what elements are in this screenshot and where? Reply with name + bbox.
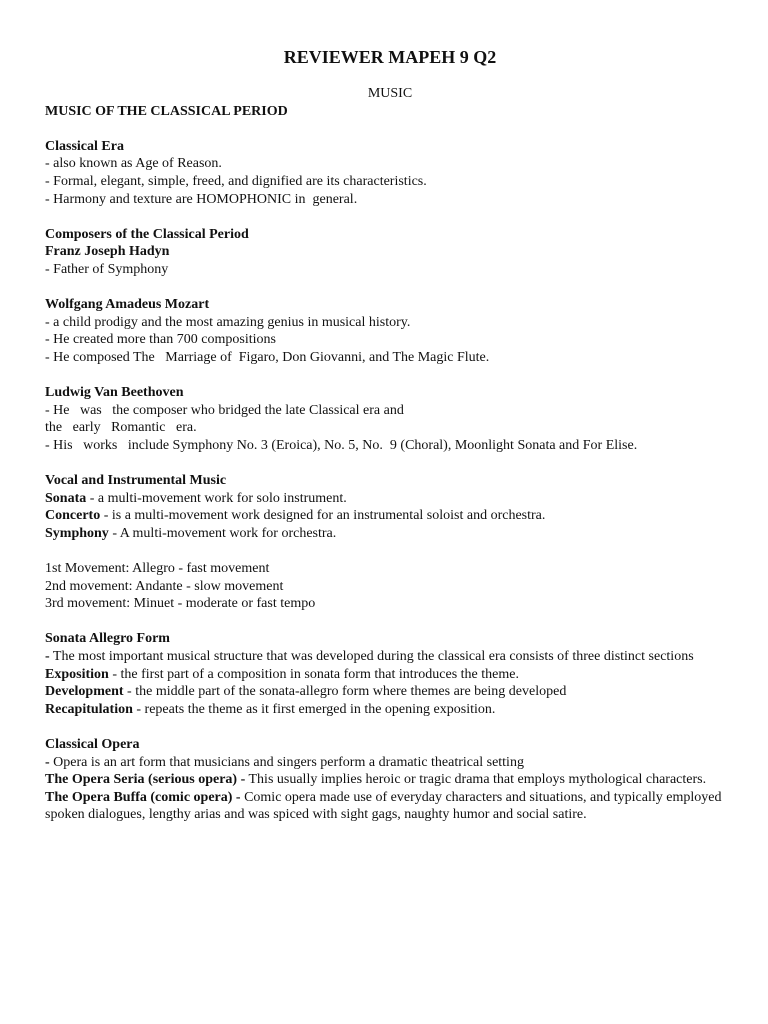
spacer: [45, 208, 735, 226]
term-definition: - repeats the theme as it first emerged in the opening exposition.: [132, 701, 496, 717]
document-page: [45, 46, 735, 824]
spacer: [45, 542, 735, 560]
mozart-line: - He created more than 700 compositions: [45, 332, 276, 348]
term-recapitulation: [45, 701, 735, 719]
classical-era-line: - Harmony and texture are HOMOPHONIC in general.: [45, 191, 358, 207]
term-label: The Opera Seria (serious opera) -: [45, 772, 246, 788]
classical-era-line: - Formal, elegant, simple, freed, and dignified are its characteristics.: [45, 173, 427, 189]
dash-marker: -: [45, 649, 50, 664]
spacer: [45, 718, 735, 736]
spacer: [45, 454, 735, 472]
term-label: The Opera Buffa (comic opera) -: [45, 789, 241, 805]
mozart-line: - He composed The Marriage of Figaro, Don Giovanni, and The Magic Flute.: [45, 349, 490, 365]
spacer: [45, 613, 735, 631]
term-concerto: [45, 507, 735, 525]
section-heading-sonata-allegro: Sonata Allegro Form: [45, 631, 170, 647]
composer-name-beethoven: Ludwig Van Beethoven: [45, 385, 184, 401]
intro-text: Opera is an art form that musicians and singers perform a dramatic theatrical setting: [49, 754, 524, 770]
term-label: Concerto: [45, 508, 101, 524]
dash-marker: -: [45, 754, 50, 770]
composer-name-haydn: Franz Joseph Hadyn: [45, 244, 170, 260]
document-title: REVIEWER MAPEH 9 Q2: [283, 47, 497, 67]
beethoven-line: - His works include Symphony No. 3 (Eroica), No. 5, No. 9 (Choral), Moonlight Sonata and For Elise.: [45, 437, 638, 453]
section-heading-classical-opera: Classical Opera: [45, 736, 140, 752]
section-heading-vocal-instrumental: Vocal and Instrumental Music: [45, 473, 227, 489]
movement-line: 2nd movement: Andante - slow movement: [45, 578, 284, 594]
term-label: Sonata: [45, 490, 87, 506]
beethoven-line: - He was the composer who bridged the late Classical era and: [45, 402, 404, 418]
movement-line: 3rd movement: Minuet - moderate or fast tempo: [45, 596, 316, 612]
sonata-allegro-intro: [45, 648, 735, 666]
term-exposition: [45, 666, 735, 684]
opera-intro: [45, 754, 735, 772]
section-heading-composers: Composers of the Classical Period: [45, 226, 249, 242]
term-label: Development: [45, 684, 124, 700]
term-symphony: [45, 525, 735, 543]
term-definition: - a multi-movement work for solo instrument.: [86, 490, 347, 506]
classical-era-line: - also known as Age of Reason.: [45, 156, 222, 172]
haydn-line: - Father of Symphony: [45, 261, 169, 277]
term-opera-seria: [45, 771, 735, 789]
term-definition: - the middle part of the sonata-allegro form where themes are being developed: [123, 684, 567, 700]
term-sonata: [45, 490, 735, 508]
term-definition: - is a multi-movement work designed for an instrumental soloist and orchestra.: [100, 508, 546, 524]
subject-label: MUSIC: [367, 86, 413, 101]
composer-name-mozart: Wolfgang Amadeus Mozart: [45, 297, 210, 313]
mozart-line: - a child prodigy and the most amazing genius in musical history.: [45, 314, 411, 330]
term-definition: Comic opera made use of everyday characters and situations, and typically employed spoken dialogues, lengthy arias and was spiced with sight gags, naughty humor and social satire.: [45, 789, 725, 823]
term-label: Recapitulation: [45, 701, 133, 717]
spacer: [45, 120, 735, 138]
term-label: Exposition: [45, 666, 109, 682]
movement-line: 1st Movement: Allegro - fast movement: [45, 561, 270, 577]
term-label: Symphony: [45, 525, 109, 541]
beethoven-line: the early Romantic era.: [45, 420, 197, 436]
section-heading-classical-era: Classical Era: [45, 138, 124, 154]
term-development: [45, 683, 735, 701]
term-definition: - the first part of a composition in sonata form that introduces the theme.: [108, 666, 519, 682]
intro-text: The most important musical structure that was developed during the classical era consists of three distinct sections: [49, 649, 694, 664]
unit-heading: MUSIC OF THE CLASSICAL PERIOD: [45, 103, 288, 119]
term-definition: - A multi-movement work for orchestra.: [108, 525, 337, 541]
term-definition: This usually implies heroic or tragic drama that employs mythological characters.: [245, 772, 707, 788]
term-opera-buffa: [45, 789, 735, 824]
spacer: [45, 367, 735, 385]
spacer: [45, 279, 735, 297]
